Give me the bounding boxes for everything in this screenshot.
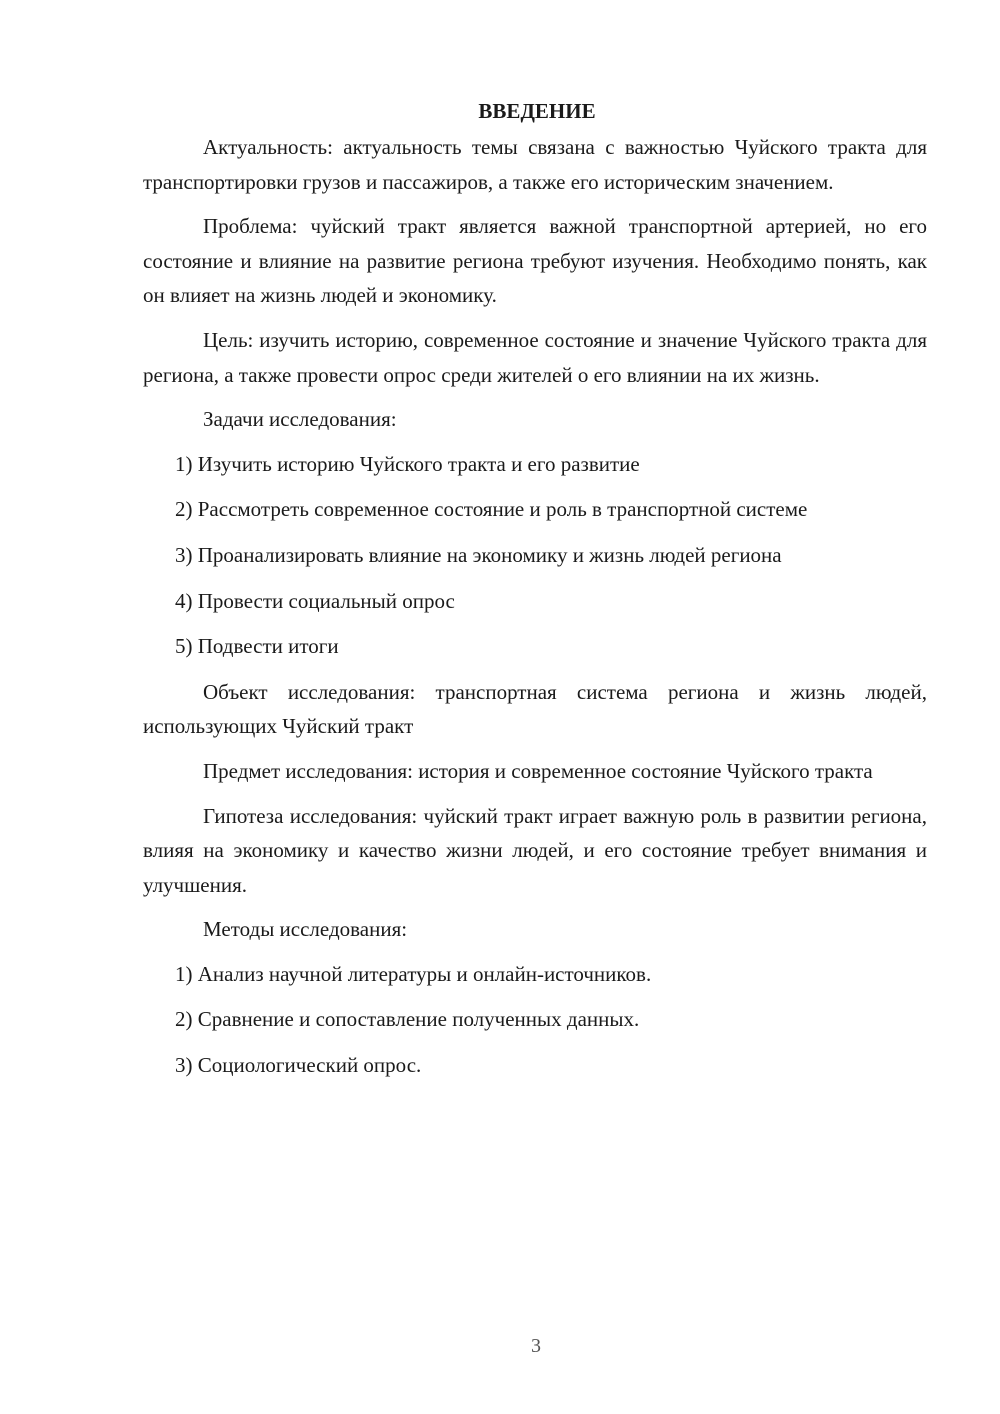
methods-intro: Методы исследования: (203, 917, 408, 942)
problem-paragraph: Проблема: чуйский тракт является важной транспортной артерией, но его состояние и влияние на развитие региона требуют изучения. Необходимо понять, как он влияет на жизнь людей и экономику. (143, 214, 927, 308)
relevance-paragraph: Актуальность: актуальность темы связана с важностью Чуйского тракта для транспортировки грузов и пассажиров, а также его историческим значением. (143, 135, 927, 194)
list-item: 5) Подвести итоги (175, 634, 339, 659)
goal-paragraph: Цель: изучить историю, современное состояние и значение Чуйского тракта для региона, а также провести опрос среди жителей о его влиянии на их жизнь. (143, 327, 927, 387)
list-item: 1) Изучить историю Чуйского тракта и его развитие (175, 451, 640, 476)
page-body (143, 96, 927, 1094)
section-heading: ВВЕДЕНИЕ (478, 99, 596, 123)
tasks-list (143, 447, 927, 664)
list-item: 1) Анализ научной литературы и онлайн-источников. (175, 961, 652, 986)
hypothesis-paragraph: Гипотеза исследования: чуйский тракт играет важную роль в развитии региона, влияя на экономику и качество жизни людей, и его состояние требует внимания и улучшения. (143, 803, 927, 897)
list-item: 3) Проанализировать влияние на экономику и жизнь людей региона (175, 542, 782, 567)
object-paragraph: Объект исследования: транспортная система региона и жизнь людей, использующих Чуйский тракт (143, 679, 927, 739)
list-item: 3) Социологический опрос. (175, 1053, 422, 1078)
list-item: 4) Провести социальный опрос (175, 588, 455, 613)
tasks-intro: Задачи исследования: (203, 407, 397, 432)
list-item: 2) Рассмотреть современное состояние и роль в транспортной системе (175, 497, 808, 522)
list-item: 2) Сравнение и сопоставление полученных данных. (175, 1007, 640, 1032)
subject-paragraph: Предмет исследования: история и современное состояние Чуйского тракта (203, 758, 873, 783)
page-number: 3 (531, 1335, 541, 1357)
methods-list (143, 957, 927, 1083)
